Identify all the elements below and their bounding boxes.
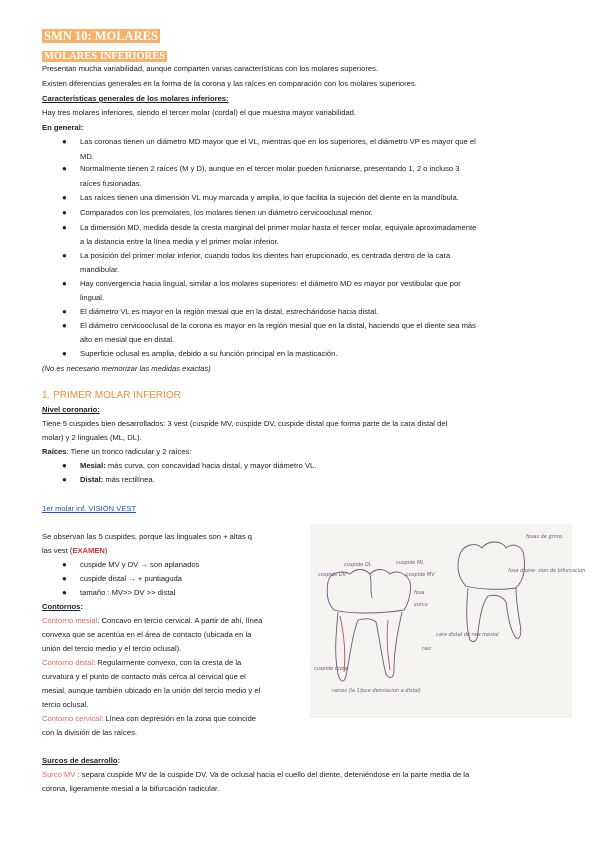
molar-sketch-image bbox=[310, 524, 586, 718]
bullet-line: Superficie oclusal es amplia, debido a su función principal en la masticación. bbox=[80, 349, 338, 358]
sketch-label: surco bbox=[414, 602, 428, 608]
sketch-label: cuspide DV bbox=[318, 572, 347, 578]
bullet-line: Las raíces tienen una dimensión VL muy marcada y amplia, lo que facilita la sujeción del diente en la mandíbula. bbox=[80, 193, 459, 202]
section-title: 1. PRIMER MOLAR INFERIOR bbox=[42, 390, 181, 401]
bullet-line: mandibular. bbox=[80, 265, 120, 274]
observation-line-1: Se observan las 5 cuspides, porque las linguales son + altas q bbox=[42, 532, 253, 541]
surcos-heading: Surcos de desarrollo: bbox=[42, 756, 121, 765]
sketch-label: cuspide MV bbox=[406, 572, 435, 578]
bullet-line: Normalmente tienen 2 raíces (M y D), aunque en el tercer molar pueden fusionarse, presentando 1, 2 o incluso 3 bbox=[80, 164, 460, 173]
sketch-label: raices (la 1/pue desviacion a distal) bbox=[332, 688, 421, 694]
surco-mv: Surco MV : separa cuspide MV de la cuspide DV. Va de oclusal hacia el cuello del diente, deteniéndose en la parte media de la bbox=[42, 770, 470, 779]
document-subtitle: MOLARES INFERIORES bbox=[44, 51, 166, 62]
bullet-line: alto en mesial que en distal. bbox=[80, 335, 175, 344]
contorno-cervical: Contorno cervical: Línea con depresión en la zona que coincide bbox=[42, 714, 257, 723]
contorno-mesial-line: convexa que se acentúa en el área de contacto (ubicada en la bbox=[42, 630, 252, 639]
vision-vest-link[interactable]: 1er molar inf. VISION VEST bbox=[42, 504, 137, 513]
cusp-item: cuspide MV y DV → son aplanados bbox=[80, 560, 200, 569]
surco-mv-line: corona, ligeramente mesial a la bifurcación radicular. bbox=[42, 784, 220, 793]
nivel-line-1: Tiene 5 cuspides bien desarrollados: 3 vest (cuspide MV, cuspide DV, cuspide distal que forma parte de la cara distal del bbox=[42, 419, 448, 428]
document-page: SMN 10: MOLARES MOLARES INFERIORES Presentan mucha variabilidad, aunque comparten varias características con los molares superiores. Existen diferencias generales en la forma de la corona y las raíces en comparación con los molares superiores. Características generales de los molares inferiores: Hay tres molares inferiores, siendo el tercer molar (cordal) el que muestra mayor variabilidad. En general: ● Las coronas tienen un diámetro MD mayor que el VL, mientras que en los superiores, el diámetro VP es mayor que el MD. ● Normalmente tienen 2 raíces (M y D), aunque en el tercer molar pueden fusionarse, presentando 1, 2 o incluso 3 raíces fusionadas. ● Las raíces tienen una dimensión VL muy marcada y amplia, lo que facilita la sujeción del diente en la mandíbula. ● Comparados con los premolares, los molares tienen un diámetro cervicooclusal menor. ● La dimensión MD, medida desde la cresta marginal del primer molar hasta el tercer molar, equivale aproximadamente a la distancia entre la línea media y el primer molar inferior. ● La posición del primer molar inferior, cuando todos los dientes han erupcionado, es centrada dentro de la cara mandibular. ● Hay convergencia hacia lingual, similar a los molares superiores: el diámetro MD es mayor por vestibular que por lingual. ● El diámetro VL es mayor en la región mesial que en la distal, estrechándose hacia distal. ● El diámetro cervicooclusal de la corona es mayor en la región mesial que en la distal, haciendo que el diente sea más alto en mesial que en distal. ● Superficie oclusal es amplia, debido a su función principal en la masticación. (No es necesario memorizar las medidas exactas) 1. PRIMER MOLAR INFERIOR Nivel coronario: Tiene 5 cuspides bien desarrollados: 3 vest (cuspide MV, cuspide DV, cuspide distal que forma parte de la cara distal del molar) y 2 linguales (ML, DL). Raíces: Tiene un tronco radicular y 2 raíces: ● Mesial: más curva, con concavidad hacia distal, y mayor diámetro VL. ● Distal: más rectilínea. 1er molar inf. VISION VEST Se observan las 5 cuspides, porque las linguales son + altas q las vest (EXAMEN) ● cuspide MV y DV → son aplanados ● cuspide distal → + puntiaguda ● tamaño : MV>> DV >> distal Contornos: Contorno mesial: Concavo en tercio cervical. A partir de ahí, línea convexa que se acentúa en el área de contacto (ubicada en la unión del tercio medio y el tercio oclusal). Contorno distal: Regularmente convexo, con la cresta de la curvatura y el punto de contacto más cerca al cervical que el mesial, aunque también ubicado en la unión del tercio medio y el tercio oclusal. Contorno cervical: Línea con depresión en la zona que coincide con la división de las raíces. Surcos de desarrollo: Surco MV : separa cuspide MV de la cuspide DV. Va de oclusal hacia el cuello del diente, deteniéndose en la parte media de la corona, ligeramente mesial a la bifurcación radicular. cuspide DL cuspide ML cuspide MV cuspide DV cuspide distal fosa surco raiz raices (la 1/pue desviacion a distal) fosas de grmo. fosa depre- sion de bifurcacion cara distal de raiz mesial bbox=[0, 0, 600, 848]
bullet-line: MD. bbox=[80, 152, 94, 161]
root-item-mesial: Mesial: más curva, con concavidad hacia distal, y mayor diámetro VL. bbox=[80, 461, 317, 470]
root-item-distal: Distal: más rectilínea. bbox=[80, 475, 155, 484]
cusp-item: cuspide distal → + puntiaguda bbox=[80, 574, 182, 583]
sketch-label: fosa bbox=[414, 590, 425, 596]
sketch-label: cuspide ML bbox=[396, 560, 425, 566]
sketch-label: cara distal de raiz mesial bbox=[436, 632, 499, 638]
bullet-line: El diámetro cervicooclusal de la corona es mayor en la región mesial que en la distal, haciendo que el diente sea más bbox=[80, 321, 476, 330]
raices-line: Raíces: Tiene un tronco radicular y 2 raíces: bbox=[42, 447, 192, 456]
sketch-label: fosas de grmo. bbox=[526, 534, 564, 540]
contornos-heading: Contornos: bbox=[42, 602, 83, 611]
nivel-coronario-label: Nivel coronario: bbox=[42, 405, 100, 414]
intro-line-2: Existen diferencias generales en la forma de la corona y las raíces en comparación con los molares superiores. bbox=[42, 79, 417, 88]
contorno-distal-line: tercio oclusal. bbox=[42, 700, 89, 709]
bullet-line: La dimensión MD, medida desde la cresta marginal del primer molar hasta el tercer molar, equivale aproximadamente bbox=[80, 223, 477, 232]
bullet-line: lingual. bbox=[80, 293, 105, 302]
contorno-mesial: Contorno mesial: Concavo en tercio cervical. A partir de ahí, línea bbox=[42, 616, 263, 625]
nivel-line-2: molar) y 2 linguales (ML, DL). bbox=[42, 433, 142, 442]
intro-line-1: Presentan mucha variabilidad, aunque comparten varias características con los molares superiores. bbox=[42, 64, 378, 73]
contorno-distal-line: curvatura y el punto de contacto más cerca al cervical que el bbox=[42, 672, 246, 681]
sketch-label: fosa depre- sion de bifurcacion bbox=[508, 568, 586, 574]
bullet-line: Comparados con los premolares, los molares tienen un diámetro cervicooclusal menor. bbox=[80, 208, 373, 217]
contorno-distal-line: mesial, aunque también ubicado en la unión del tercio medio y el bbox=[42, 686, 261, 695]
general-line: Hay tres molares inferiores, siendo el tercer molar (cordal) el que muestra mayor variabilidad. bbox=[42, 108, 356, 117]
document-title: SMN 10: MOLARES bbox=[44, 29, 158, 43]
bullet-line: Las coronas tienen un diámetro MD mayor que el VL, mientras que en los superiores, el diámetro VP es mayor que el bbox=[80, 137, 476, 146]
sketch-label: cuspide DL bbox=[344, 562, 372, 568]
observation-line-2: las vest (EXAMEN) bbox=[42, 546, 108, 555]
bullet-line: El diámetro VL es mayor en la región mesial que en la distal, estrechándose hacia distal. bbox=[80, 307, 379, 316]
contorno-cervical-line: con la división de las raíces. bbox=[42, 728, 137, 737]
en-general-label: En general: bbox=[42, 123, 84, 132]
raices-label: Raíces bbox=[42, 447, 67, 456]
sketch-label: cuspide distal bbox=[314, 666, 349, 672]
contorno-mesial-line: unión del tercio medio y el tercio oclusal). bbox=[42, 644, 182, 653]
note: (No es necesario memorizar las medidas exactas) bbox=[42, 364, 211, 373]
cusp-item: tamaño : MV>> DV >> distal bbox=[80, 588, 176, 597]
bullet-line: a la distancia entre la línea media y el primer molar inferior. bbox=[80, 237, 279, 246]
bullet-line: Hay convergencia hacia lingual, similar a los molares superiores: el diámetro MD es mayor por vestibular que por bbox=[80, 279, 461, 288]
contorno-distal: Contorno distal: Regularmente convexo, con la cresta de la bbox=[42, 658, 242, 667]
bullet-line: La posición del primer molar inferior, cuando todos los dientes han erupcionado, es centrada dentro de la cara bbox=[80, 251, 451, 260]
general-heading: Características generales de los molares inferiores: bbox=[42, 94, 229, 103]
exam-tag: EXAMEN bbox=[72, 546, 105, 555]
sketch-label: raiz bbox=[422, 646, 432, 652]
bullet-line: raíces fusionadas. bbox=[80, 179, 142, 188]
